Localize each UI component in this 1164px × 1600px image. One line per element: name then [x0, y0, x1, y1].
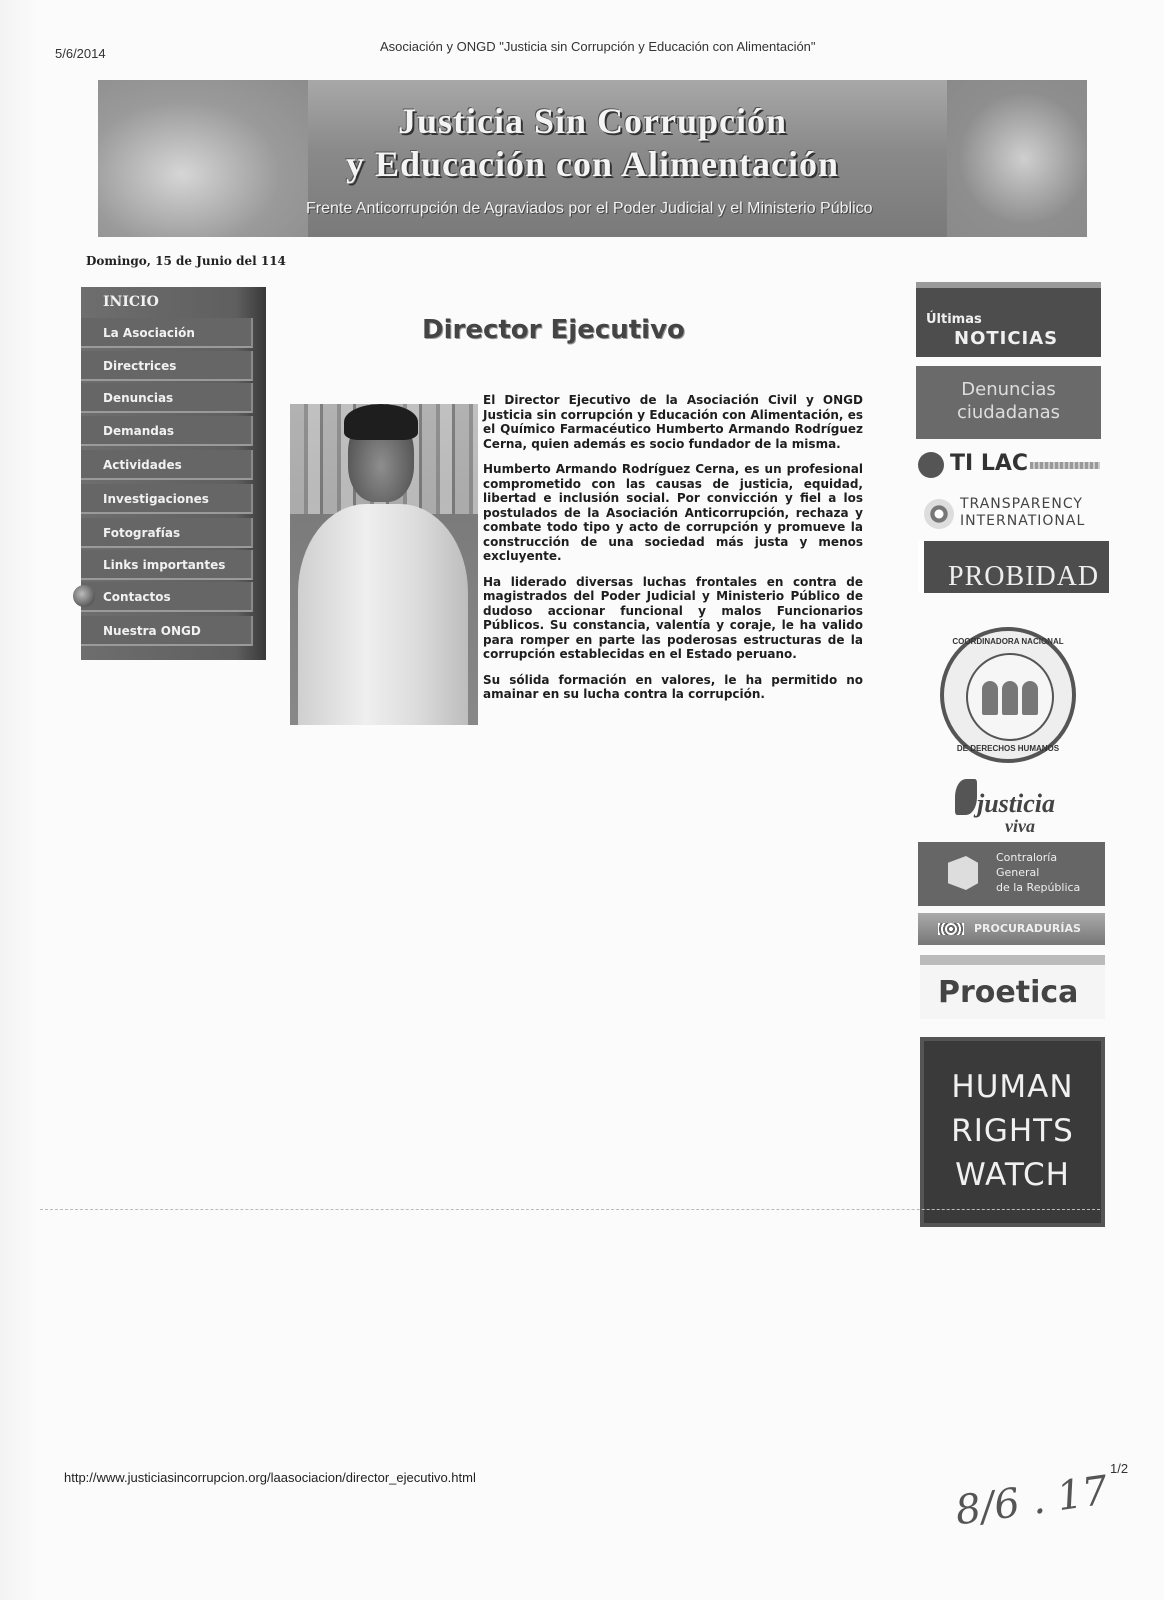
jviva-label-1: justicia	[977, 789, 1056, 818]
person-icon	[982, 681, 998, 715]
ti-lac-label: TI LAC	[950, 451, 1029, 476]
current-date: Domingo, 15 de Junio del 114	[86, 254, 286, 268]
contraloria-link[interactable]	[918, 842, 1105, 906]
nav-item-asociacion[interactable]: La Asociación	[81, 318, 253, 348]
contraloria-logo-icon	[948, 856, 978, 890]
coordinadora-derechos-humanos-link[interactable]	[940, 627, 1076, 763]
photo-shirt	[298, 504, 468, 725]
director-bio	[483, 393, 863, 713]
banner-title-line1: Justicia Sin Corrupción	[397, 101, 788, 141]
nav-item-inicio[interactable]: INICIO	[103, 294, 159, 310]
nav-item-directrices[interactable]: Directrices	[81, 351, 253, 381]
transparency-international-link[interactable]	[918, 493, 1103, 533]
nav-item-contactos-label: Contactos	[103, 590, 171, 604]
main-nav	[81, 287, 266, 660]
justicia-viva-link[interactable]	[955, 777, 1075, 837]
nav-item-actividades[interactable]: Actividades	[81, 450, 253, 480]
contraloria-line2: General	[996, 866, 1040, 879]
news-big-label: NOTICIAS	[954, 328, 1059, 349]
scan-edge	[0, 0, 38, 1600]
bio-paragraph: Ha liderado diversas luchas frontales en contra de magistrados del Poder Judicial y Ministerio Público de dudoso accionar funcional y malos Funcionarios Públicos. Su constancia, valentía y coraje, le ha valido para romper en parte las poderosas estructuras de la corrupción establecidas en el Estado peruano.	[483, 574, 863, 661]
procuradurias-label: PROCURADURÍAS	[974, 922, 1081, 935]
person-icon	[1002, 681, 1018, 715]
jviva-label-2: viva	[1005, 816, 1035, 836]
bio-paragraph: Humberto Armando Rodríguez Cerna, es un profesional comprometido con las causas de justicia, equidad, libertad e inclusión social. Por convicción y fiel a los postulados de la Asociación Anticorrupción, rechaza y combate todo tipo y acto de corrupción y promueve la construcción de una sociedad más justa y menos excluyente.	[483, 462, 863, 563]
person-icon	[1022, 681, 1038, 715]
handwritten-note: 8/6 . 17	[952, 1467, 1111, 1535]
nav-item-nuestra-ongd[interactable]: Nuestra ONGD	[81, 616, 253, 646]
cndh-bottom-label: DE DERECHOS HUMANOS	[956, 744, 1060, 753]
ti-lac-logo-icon	[918, 452, 944, 478]
print-date: 5/6/2014	[55, 46, 106, 61]
nav-item-denuncias[interactable]: Denuncias	[81, 383, 253, 413]
ti-lac-link[interactable]	[918, 450, 1103, 482]
globe-icon	[73, 585, 95, 607]
nav-item-contactos[interactable]	[81, 582, 253, 612]
proetica-link[interactable]	[920, 955, 1105, 1019]
nav-item-investigaciones[interactable]: Investigaciones	[81, 484, 253, 514]
print-page-title: Asociación y ONGD "Justicia sin Corrupción y Educación con Alimentación"	[380, 39, 816, 54]
page-title: Director Ejecutivo	[422, 315, 685, 345]
print-url: http://www.justiciasincorrupcion.org/laasociacion/director_ejecutivo.html	[64, 1470, 476, 1485]
ultimas-noticias-link[interactable]	[916, 282, 1101, 357]
cndh-emblem	[966, 653, 1054, 741]
hrw-line3: WATCH	[955, 1157, 1070, 1193]
denuncias-ciudadanas-link[interactable]	[916, 366, 1101, 439]
hrw-line2: RIGHTS	[951, 1113, 1074, 1149]
ti-line1: TRANSPARENCY	[960, 496, 1083, 512]
nav-item-links[interactable]: Links importantes	[81, 550, 253, 580]
probidad-label: PROBIDAD	[948, 561, 1100, 592]
site-banner[interactable]	[98, 80, 1087, 237]
bio-paragraph: Su sólida formación en valores, le ha permitido no amainar en su lucha contra la corrupción.	[483, 672, 863, 701]
nav-item-fotografias[interactable]: Fotografías	[81, 518, 253, 548]
procuradurias-logo-icon	[938, 923, 964, 935]
proetica-label: Proetica	[938, 975, 1079, 1010]
nav-item-demandas[interactable]: Demandas	[81, 416, 253, 446]
banner-title-line2: y Educación con Alimentación	[345, 144, 840, 184]
denuncias-line1: Denuncias	[961, 379, 1056, 400]
procuradurias-link[interactable]	[918, 913, 1105, 945]
transparency-logo-icon	[924, 499, 954, 529]
news-small-label: Últimas	[926, 312, 982, 327]
photo-hair	[344, 404, 418, 440]
ti-line2: INTERNATIONAL	[960, 513, 1086, 529]
justicia-viva-logo-icon	[955, 779, 977, 815]
ti-lac-tagline-bar	[1030, 462, 1100, 469]
director-photo	[290, 404, 478, 725]
hrw-line1: HUMAN	[951, 1069, 1074, 1105]
probidad-link[interactable]	[918, 541, 1109, 593]
human-rights-watch-link[interactable]	[920, 1037, 1105, 1227]
print-page-number: 1/2	[1110, 1461, 1129, 1476]
denuncias-line2: ciudadanas	[956, 402, 1061, 423]
bio-paragraph: El Director Ejecutivo de la Asociación Civil y ONGD Justicia sin corrupción y Educación con Alimentación, es el Químico Farmacéutico Humberto Armando Rodríguez Cerna, quien además es socio fundador de la misma.	[483, 393, 863, 451]
cndh-top-label: COORDINADORA NACIONAL	[952, 637, 1064, 646]
contraloria-line3: de la República	[996, 881, 1081, 894]
contraloria-line1: Contraloría	[996, 851, 1058, 864]
scan-divider	[40, 1209, 1100, 1211]
banner-subtitle: Frente Anticorrupción de Agraviados por el Poder Judicial y el Ministerio Público	[306, 200, 873, 217]
